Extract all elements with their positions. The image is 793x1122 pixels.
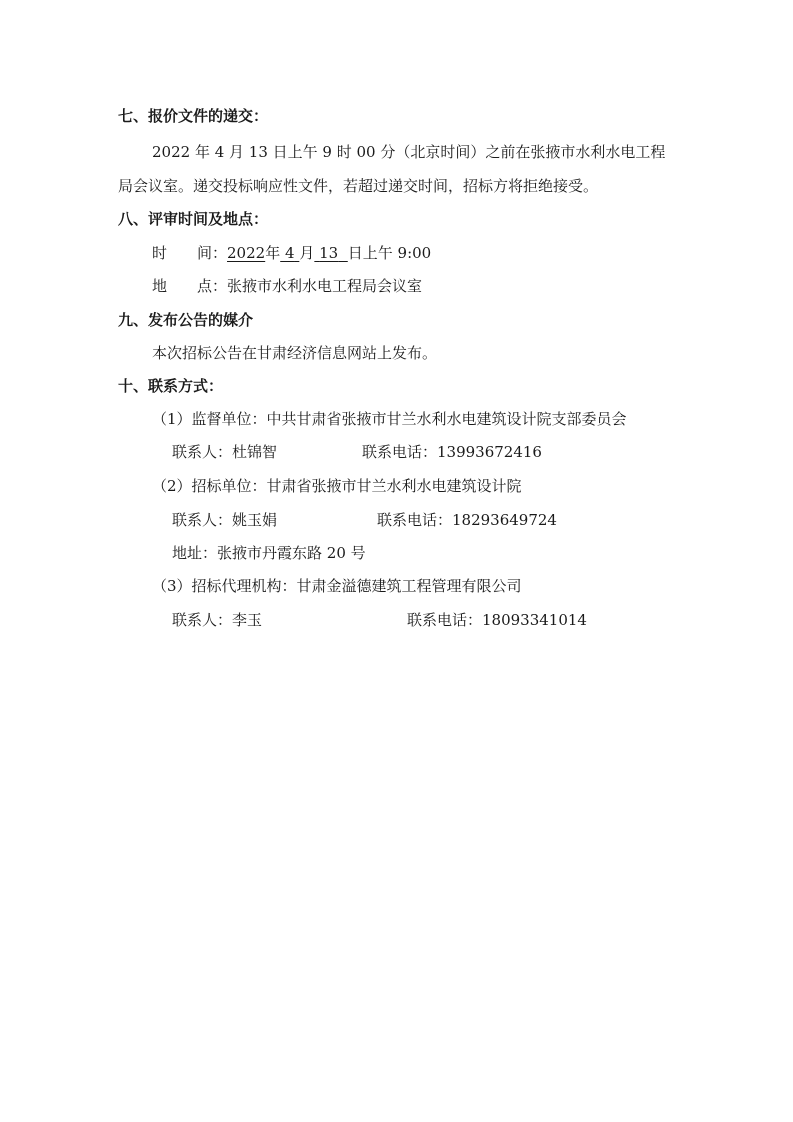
section-9-heading: 九、发布公告的媒介 xyxy=(118,311,254,329)
contact-item-1: （1）监督单位：中共甘肃省张掖市甘兰水利水电建筑设计院支部委员会 xyxy=(152,410,627,428)
contact-item-3-person: 联系人：李玉 xyxy=(172,611,263,629)
contact-item-1-phone: 联系电话：13993672416 xyxy=(362,443,542,461)
contact-item-3: （3）招标代理机构：甘肃金溢德建筑工程管理有限公司 xyxy=(152,577,522,595)
review-place-value: 张掖市水利水电工程局会议室 xyxy=(227,277,423,295)
section-10-heading: 十、联系方式： xyxy=(118,377,224,395)
review-place-row xyxy=(152,276,422,296)
contact-item-2-person: 联系人：姚玉娟 xyxy=(172,511,278,529)
section-7-paragraph-line-1: 2022 年 4 月 13 日上午 9 时 00 分（北京时间）之前在张掖市水利水电工程 xyxy=(152,143,666,161)
review-time-month: 4 xyxy=(285,244,295,262)
review-time-year-unit: 年 xyxy=(265,244,281,262)
review-time-year: 2022 xyxy=(227,244,266,262)
review-time-month-unit: 月 xyxy=(299,244,315,262)
section-9-text: 本次招标公告在甘肃经济信息网站上发布。 xyxy=(152,344,438,362)
review-time-rest: 日上午 9:00 xyxy=(347,244,432,262)
contact-item-3-phone: 联系电话：18093341014 xyxy=(407,611,587,629)
contact-item-1-person: 联系人：杜锦智 xyxy=(172,443,278,461)
section-7-paragraph-line-2: 局会议室。递交投标响应性文件，若超过递交时间，招标方将拒绝接受。 xyxy=(118,177,599,195)
review-time-day: 13 xyxy=(319,244,339,262)
review-time-label: 时 间： xyxy=(152,244,228,262)
contact-item-2: （2）招标单位：甘肃省张掖市甘兰水利水电建筑设计院 xyxy=(152,477,522,495)
section-8-heading: 八、评审时间及地点： xyxy=(118,210,269,228)
contact-item-2-address: 地址：张掖市丹霞东路 20 号 xyxy=(172,544,366,562)
section-7-heading: 七、报价文件的递交： xyxy=(118,107,269,125)
review-place-label: 地 点： xyxy=(152,277,228,295)
contact-item-2-phone: 联系电话：18293649724 xyxy=(377,511,557,529)
review-time-row xyxy=(152,243,431,263)
